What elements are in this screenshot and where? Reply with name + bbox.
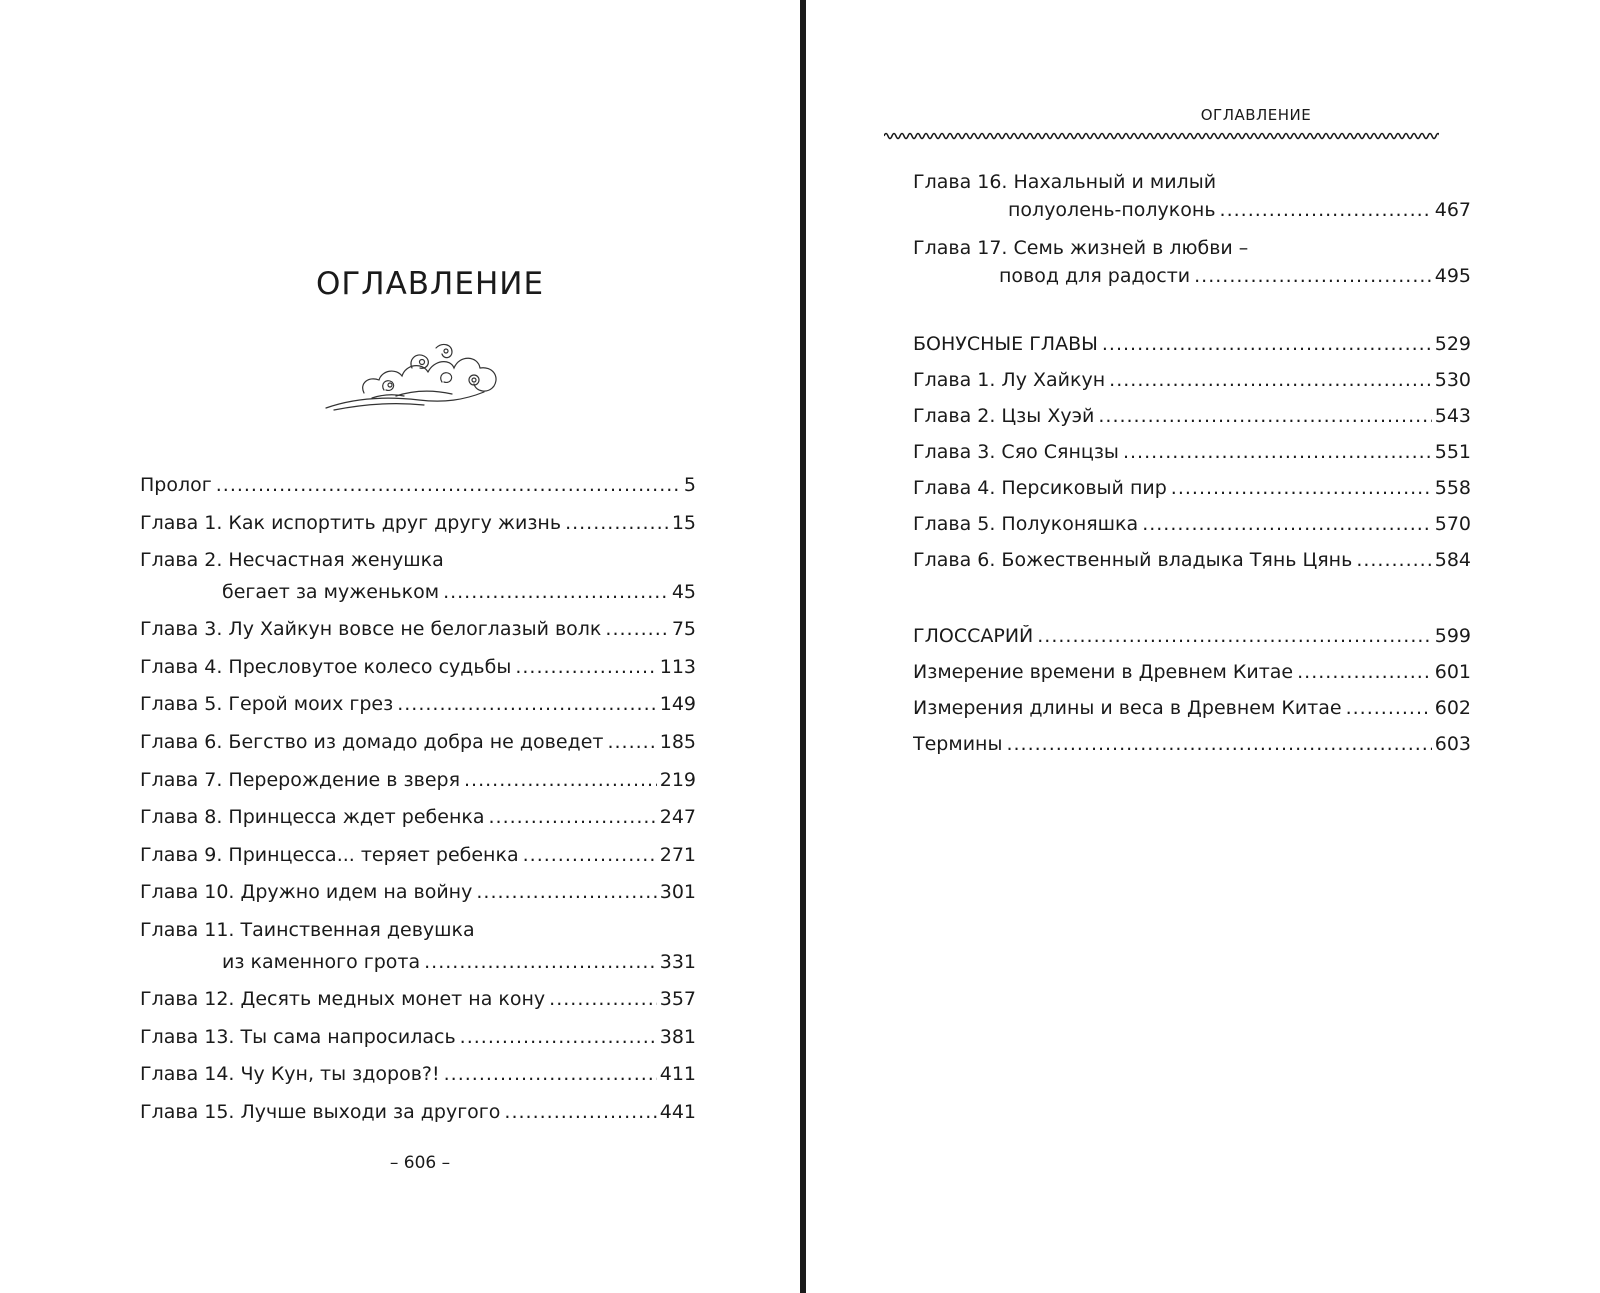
toc-entry-title: Глава 9. Принцесса... теряет ребенка: [140, 843, 519, 866]
toc-entry[interactable]: [913, 369, 1471, 405]
toc-entry-page: 219: [659, 768, 696, 791]
leader-dots: [1171, 477, 1432, 499]
bonus-heading: БОНУСНЫЕ ГЛАВЫ: [913, 333, 1098, 355]
toc-entry-title: Глава 1. Лу Хайкун: [913, 369, 1106, 391]
toc-entry[interactable]: [140, 988, 696, 1026]
toc-list: [140, 474, 696, 1138]
leader-dots: [605, 618, 668, 640]
leader-dots: [443, 581, 669, 603]
leader-dots: [549, 988, 657, 1010]
leader-dots: [489, 806, 657, 828]
toc-entry-title: Глава 4. Персиковый пир: [913, 477, 1167, 499]
toc-entry[interactable]: [140, 474, 696, 512]
toc-entry[interactable]: [913, 441, 1471, 477]
toc-entry[interactable]: [913, 405, 1471, 441]
toc-entry[interactable]: [140, 693, 696, 731]
toc-entry-page: 599: [1434, 625, 1471, 647]
toc-entry[interactable]: [140, 806, 696, 844]
toc-entry-page: 529: [1434, 333, 1471, 355]
leader-dots: [1297, 661, 1432, 683]
toc-entry-page: 441: [659, 1100, 696, 1123]
toc-entry[interactable]: [913, 733, 1471, 769]
toc-entry-page: 5: [683, 474, 696, 496]
toc-entry-title: Глава 13. Ты сама напросилась: [140, 1025, 456, 1048]
leader-dots: [504, 1101, 656, 1123]
leader-dots: [460, 1026, 657, 1048]
toc-entry-page: 357: [659, 987, 696, 1010]
toc-entry[interactable]: [140, 549, 696, 618]
toc-entry-title: Глава 7. Перерождение в зверя: [140, 768, 460, 791]
leader-dots: [1194, 265, 1432, 287]
toc-entry-page: 149: [659, 693, 696, 716]
toc-entry-title: Измерения длины и веса в Древнем Китае: [913, 697, 1342, 719]
cloud-ornament-icon: [324, 338, 514, 428]
toc-entry-page: 530: [1434, 369, 1471, 391]
leader-dots: [1142, 513, 1432, 535]
leader-dots: [515, 656, 656, 678]
toc-entry-page: 467: [1434, 199, 1471, 221]
toc-entry-page: 570: [1434, 513, 1471, 535]
leader-dots: [476, 881, 656, 903]
toc-entry-title: Глава 6. Божественный владыка Тянь Цянь: [913, 549, 1353, 571]
leader-dots: [216, 474, 681, 496]
section-gap: [913, 303, 1471, 333]
toc-entry[interactable]: [913, 697, 1471, 733]
toc-entry[interactable]: [140, 656, 696, 694]
leader-dots: [607, 731, 656, 753]
toc-entry-title: Глава 11. Таинственная девушка: [140, 918, 475, 941]
toc-entry-title: Глава 2. Цзы Хуэй: [913, 405, 1095, 427]
leader-dots: [565, 512, 669, 534]
toc-entry[interactable]: [140, 919, 696, 988]
toc-entry-page: 411: [659, 1063, 696, 1086]
toc-entry-title: Глава 5. Герой моих грез: [140, 693, 394, 716]
toc-entry-page: 247: [659, 806, 696, 829]
toc-list: [913, 171, 1471, 769]
toc-entry-title: Глава 16. Нахальный и милый: [913, 171, 1217, 193]
toc-entry-page: 75: [671, 618, 696, 641]
toc-entry-page: 331: [659, 950, 696, 973]
toc-entry-title-continuation: из каменного грота: [222, 950, 421, 973]
toc-entry[interactable]: [140, 1063, 696, 1101]
toc-entry[interactable]: [913, 237, 1471, 303]
toc-entry-title: Глава 8. Принцесса ждет ребенка: [140, 806, 485, 829]
glossary-heading: ГЛОССАРИЙ: [913, 625, 1034, 647]
toc-entry-page: 15: [671, 511, 696, 534]
toc-entry-page: 603: [1434, 733, 1471, 755]
leader-dots: [397, 693, 657, 715]
leader-dots: [444, 1063, 657, 1085]
toc-entry-title: Пролог: [140, 474, 212, 496]
running-head: ОГЛАВЛЕНИЕ: [1200, 106, 1312, 124]
toc-entry[interactable]: [140, 769, 696, 807]
toc-entry-page: 543: [1434, 405, 1471, 427]
leader-dots: [1220, 199, 1432, 221]
toc-entry-title: Глава 14. Чу Кун, ты здоров?!: [140, 1063, 440, 1086]
leader-dots: [424, 951, 657, 973]
toc-entry-title-continuation: полуолень-полуконь: [1008, 199, 1216, 221]
leader-dots: [1356, 549, 1431, 571]
right-page: [806, 0, 1600, 1293]
toc-entry-title: Глава 4. Пресловутое колесо судьбы: [140, 655, 512, 678]
toc-entry-page: 558: [1434, 477, 1471, 499]
toc-entry[interactable]: [140, 1101, 696, 1139]
toc-entry[interactable]: [140, 731, 696, 769]
page-title: ОГЛАВЛЕНИЕ: [315, 266, 545, 302]
toc-entry[interactable]: [140, 512, 696, 550]
toc-entry-page: 551: [1434, 441, 1471, 463]
toc-entry-title-continuation: бегает за муженьком: [222, 581, 440, 604]
toc-entry-title: Глава 1. Как испортить друг другу жизнь: [140, 511, 562, 534]
toc-entry-title: Глава 3. Сяо Сянцзы: [913, 441, 1119, 463]
leader-dots: [1006, 733, 1431, 755]
toc-entry-title-continuation: повод для радости: [999, 265, 1191, 287]
leader-dots: [1102, 333, 1432, 355]
toc-entry-title: Глава 6. Бегство из домадо добра не доведет: [140, 730, 604, 753]
toc-entry-title: Глава 2. Несчастная женушка: [140, 549, 444, 572]
toc-entry-page: 601: [1434, 661, 1471, 683]
toc-entry-title: Глава 10. Дружно идем на войну: [140, 881, 473, 904]
toc-entry-page: 113: [659, 655, 696, 678]
leader-dots: [1123, 441, 1432, 463]
toc-entry[interactable]: [913, 513, 1471, 549]
leader-dots: [1346, 697, 1432, 719]
toc-entry-page: 584: [1434, 549, 1471, 571]
toc-entry[interactable]: [913, 549, 1471, 585]
section-gap: [913, 585, 1471, 625]
wave-divider: [884, 130, 1439, 142]
toc-entry[interactable]: [913, 171, 1471, 237]
toc-entry[interactable]: [140, 881, 696, 919]
toc-entry-title: Глава 15. Лучше выходи за другого: [140, 1100, 501, 1123]
leader-dots: [1109, 369, 1432, 391]
toc-entry-page: 602: [1434, 697, 1471, 719]
toc-entry-title: Глава 5. Полуконяшка: [913, 513, 1139, 535]
toc-section-heading[interactable]: [913, 333, 1471, 369]
toc-entry-page: 185: [659, 730, 696, 753]
toc-entry-title: Глава 3. Лу Хайкун вовсе не белоглазый волк: [140, 618, 602, 641]
toc-entry[interactable]: [140, 844, 696, 882]
leader-dots: [1037, 625, 1431, 647]
leader-dots: [523, 844, 657, 866]
toc-entry-page: 301: [659, 881, 696, 904]
toc-entry-title: Глава 12. Десять медных монет на кону: [140, 987, 546, 1010]
toc-entry-title: Измерение времени в Древнем Китае: [913, 661, 1294, 683]
toc-section-heading[interactable]: [913, 625, 1471, 661]
toc-entry-page: 495: [1434, 265, 1471, 287]
toc-entry[interactable]: [140, 1026, 696, 1064]
leader-dots: [464, 769, 657, 791]
toc-entry-page: 45: [671, 581, 696, 604]
toc-entry[interactable]: [913, 477, 1471, 513]
toc-entry-page: 381: [659, 1025, 696, 1048]
page-number: – 606 –: [389, 1153, 451, 1173]
toc-entry-title: Термины: [913, 733, 1003, 755]
toc-entry-page: 271: [659, 843, 696, 866]
toc-entry[interactable]: [140, 618, 696, 656]
toc-entry-title: Глава 17. Семь жизней в любви –: [913, 237, 1249, 259]
toc-entry[interactable]: [913, 661, 1471, 697]
leader-dots: [1098, 405, 1431, 427]
